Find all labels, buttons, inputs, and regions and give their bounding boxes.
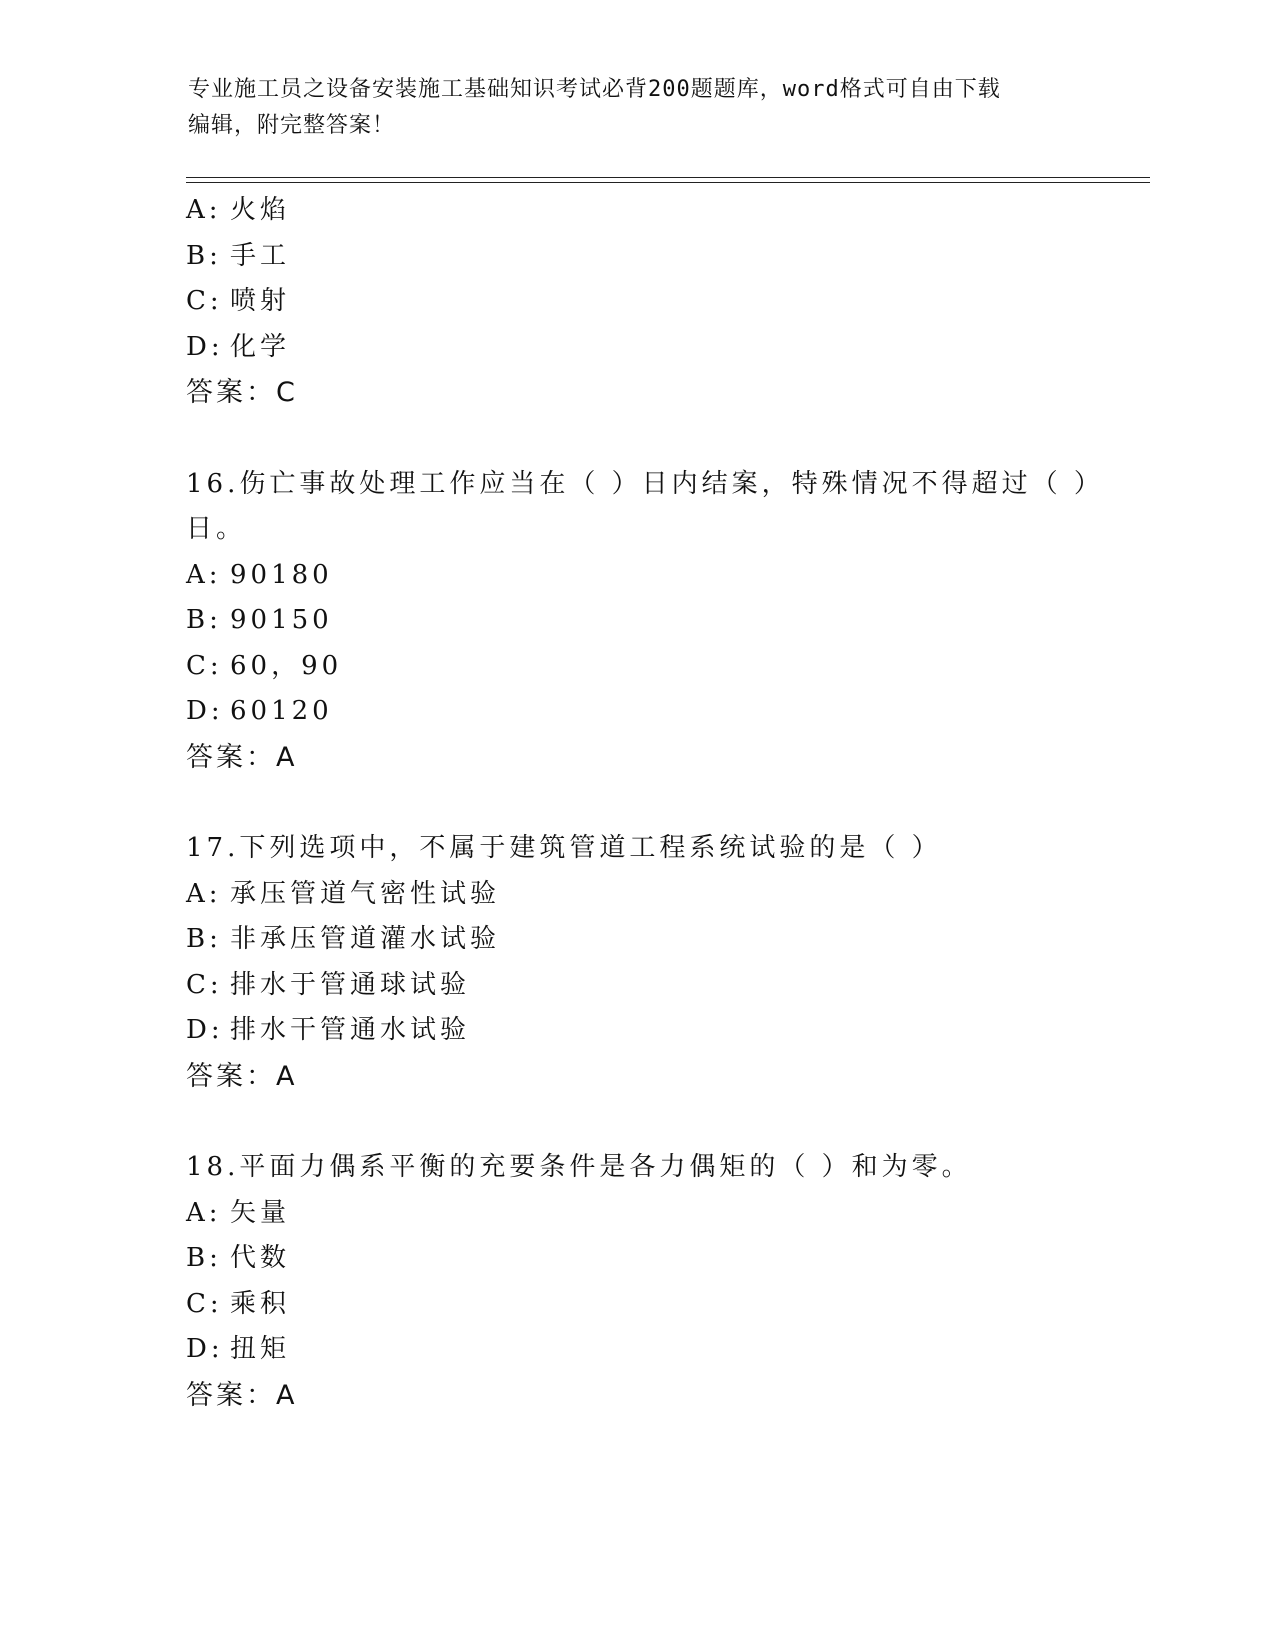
option-text: 代数 — [230, 1243, 291, 1273]
option-d — [186, 1008, 1086, 1054]
option-prefix: C: — [186, 969, 223, 1000]
option-prefix: B: — [186, 605, 222, 635]
question-block-17 — [186, 826, 1086, 1099]
option-d — [186, 689, 1086, 735]
option-text: 60，90 — [230, 650, 343, 681]
spacer — [186, 780, 1086, 826]
option-text: 承压管道气密性试验 — [230, 878, 501, 909]
option-a — [186, 188, 1086, 234]
option-prefix: D: — [186, 1015, 224, 1045]
option-text: 90150 — [230, 605, 333, 635]
option-prefix: D: — [186, 696, 224, 726]
option-text: 乘积 — [230, 1288, 291, 1319]
option-text: 排水于管通球试验 — [230, 969, 471, 1000]
option-a — [186, 1191, 1086, 1237]
answer-line: 答案：A — [186, 741, 298, 773]
document-header — [188, 72, 1088, 144]
option-c — [186, 644, 1086, 690]
question-title-continued: 日。 — [186, 514, 247, 544]
option-text: 化学 — [230, 331, 291, 362]
header-line-1: 专业施工员之设备安装施工基础知识考试必背200题题库，word格式可自由下载 — [188, 77, 1001, 102]
option-prefix: C: — [186, 1288, 223, 1319]
option-prefix: C: — [186, 286, 223, 316]
option-d — [186, 1327, 1086, 1373]
option-text: 60120 — [230, 696, 333, 726]
question-title: 18.平面力偶系平衡的充要条件是各力偶矩的（ ）和为零。 — [186, 1152, 972, 1182]
question-block-prev — [186, 188, 1086, 416]
option-text: 排水干管通水试验 — [230, 1015, 471, 1045]
option-text: 扭矩 — [230, 1334, 291, 1364]
header-divider-top — [186, 177, 1150, 178]
option-prefix: A: — [186, 559, 222, 590]
answer-line: 答案：A — [186, 1379, 298, 1411]
option-prefix: A: — [186, 195, 222, 225]
option-prefix: A: — [186, 1197, 222, 1228]
spacer — [186, 1099, 1086, 1145]
header-line-2: 编辑，附完整答案！ — [188, 113, 396, 138]
option-text: 矢量 — [230, 1197, 291, 1228]
header-divider-bottom — [186, 182, 1150, 183]
question-title: 17.下列选项中，不属于建筑管道工程系统试验的是（ ） — [186, 833, 942, 863]
option-text: 喷射 — [230, 286, 291, 316]
option-b — [186, 1236, 1086, 1282]
option-d — [186, 325, 1086, 371]
option-text: 90180 — [230, 559, 333, 590]
option-b — [186, 598, 1086, 644]
option-prefix: A: — [186, 878, 222, 909]
option-b — [186, 917, 1086, 963]
answer-line: 答案：C — [186, 377, 298, 408]
question-list — [186, 188, 1104, 1418]
option-c — [186, 279, 1086, 325]
option-prefix: B: — [186, 924, 222, 954]
option-b — [186, 234, 1086, 280]
option-prefix: B: — [186, 1243, 222, 1273]
option-prefix: B: — [186, 240, 222, 271]
option-c — [186, 963, 1086, 1009]
question-title: 16.伤亡事故处理工作应当在（ ）日内结案，特殊情况不得超过（ ） — [186, 468, 1104, 499]
option-a — [186, 553, 1086, 599]
option-text: 非承压管道灌水试验 — [230, 924, 501, 954]
option-c — [186, 1282, 1086, 1328]
question-block-18 — [186, 1145, 1086, 1418]
option-text: 手工 — [230, 240, 291, 271]
option-text: 火焰 — [230, 195, 291, 225]
answer-line: 答案：A — [186, 1060, 298, 1092]
option-prefix: D: — [186, 1334, 224, 1364]
option-prefix: C: — [186, 650, 223, 681]
spacer — [186, 416, 1086, 462]
option-prefix: D: — [186, 331, 224, 362]
question-block-16 — [186, 462, 1104, 781]
option-a — [186, 872, 1086, 918]
